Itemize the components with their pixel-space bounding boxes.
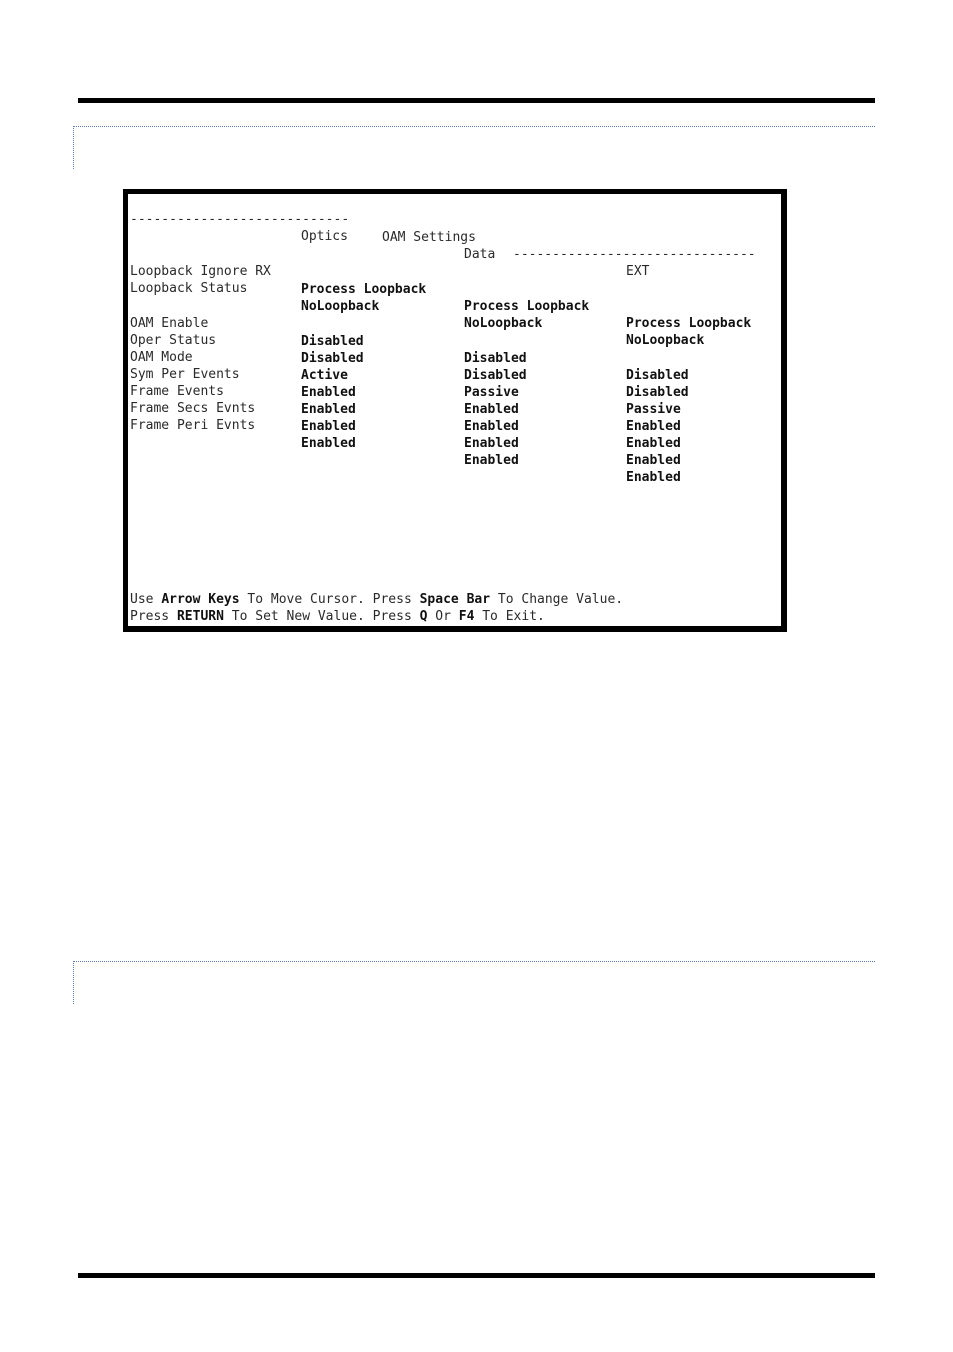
setting-label: Frame Peri Evnts [130, 418, 256, 434]
help-text: To Change Value. [490, 592, 624, 608]
help-text: To Exit. [474, 609, 545, 625]
setting-label: Loopback Ignore RX [130, 264, 271, 280]
help-key-arrow-keys: Arrow Keys [161, 592, 240, 608]
terminal-screen [128, 194, 781, 626]
data-value[interactable]: Passive [464, 384, 519, 400]
setting-label: Frame Events [130, 384, 224, 400]
ext-value[interactable]: Enabled [626, 470, 681, 486]
setting-label: Sym Per Events [130, 367, 240, 383]
oam-settings-panel [128, 194, 756, 625]
optics-value[interactable]: NoLoopback [301, 298, 380, 314]
ext-value[interactable]: Disabled [626, 368, 689, 384]
help-key-q: Q [419, 609, 428, 625]
help-text: Or [427, 609, 459, 625]
setting-label: Loopback Status [130, 281, 248, 297]
ext-value[interactable]: NoLoopback [626, 333, 705, 349]
data-value[interactable]: Disabled [464, 367, 527, 383]
column-header-optics: Optics [301, 229, 348, 245]
help-key-space-bar: Space Bar [419, 592, 491, 608]
terminal-window [123, 189, 787, 632]
setting-label: OAM Mode [130, 350, 193, 366]
ext-value[interactable]: Passive [626, 402, 681, 418]
help-line-1 [128, 574, 624, 608]
data-value[interactable]: NoLoopback [464, 315, 543, 331]
data-value[interactable]: Enabled [464, 401, 519, 417]
optics-value[interactable]: Enabled [301, 401, 356, 417]
data-value[interactable]: Process Loopback [464, 298, 590, 314]
help-text: To Set New Value. Press [223, 609, 420, 625]
data-value[interactable]: Enabled [464, 435, 519, 451]
title-dashes-left: ---------------------------- [130, 212, 350, 228]
column-header-data: Data [464, 246, 496, 262]
bottom-rule [78, 1273, 875, 1278]
setting-label: Frame Secs Evnts [130, 401, 256, 417]
optics-value[interactable]: Disabled [301, 350, 364, 366]
ext-value[interactable]: Enabled [626, 436, 681, 452]
optics-value[interactable]: Enabled [301, 384, 356, 400]
data-value[interactable]: Enabled [464, 418, 519, 434]
setting-label: OAM Enable [130, 316, 209, 332]
ext-value[interactable]: Process Loopback [626, 316, 752, 332]
optics-value[interactable]: Disabled [301, 333, 364, 349]
data-value[interactable]: Enabled [464, 452, 519, 468]
setting-label: Oper Status [130, 333, 217, 349]
help-text: Use [130, 592, 162, 608]
data-value[interactable]: Disabled [464, 350, 527, 366]
section-frame-bottom [73, 961, 875, 1004]
panel-title: OAM Settings [382, 229, 476, 245]
optics-value[interactable]: Active [301, 367, 348, 383]
help-key-f4: F4 [458, 609, 475, 625]
help-key-return: RETURN [176, 609, 224, 625]
optics-value[interactable]: Enabled [301, 418, 356, 434]
column-header-ext: EXT [626, 263, 650, 279]
title-dashes-right: ------------------------------- [513, 246, 756, 262]
optics-value[interactable]: Process Loopback [301, 281, 427, 297]
section-frame-top [73, 126, 875, 169]
optics-value[interactable]: Enabled [301, 435, 356, 451]
help-text: To Move Cursor. Press [239, 592, 420, 608]
ext-value[interactable]: Disabled [626, 385, 689, 401]
ext-value[interactable]: Enabled [626, 419, 681, 435]
top-rule [78, 98, 875, 103]
ext-value[interactable]: Enabled [626, 453, 681, 469]
help-text: Press [130, 609, 177, 625]
